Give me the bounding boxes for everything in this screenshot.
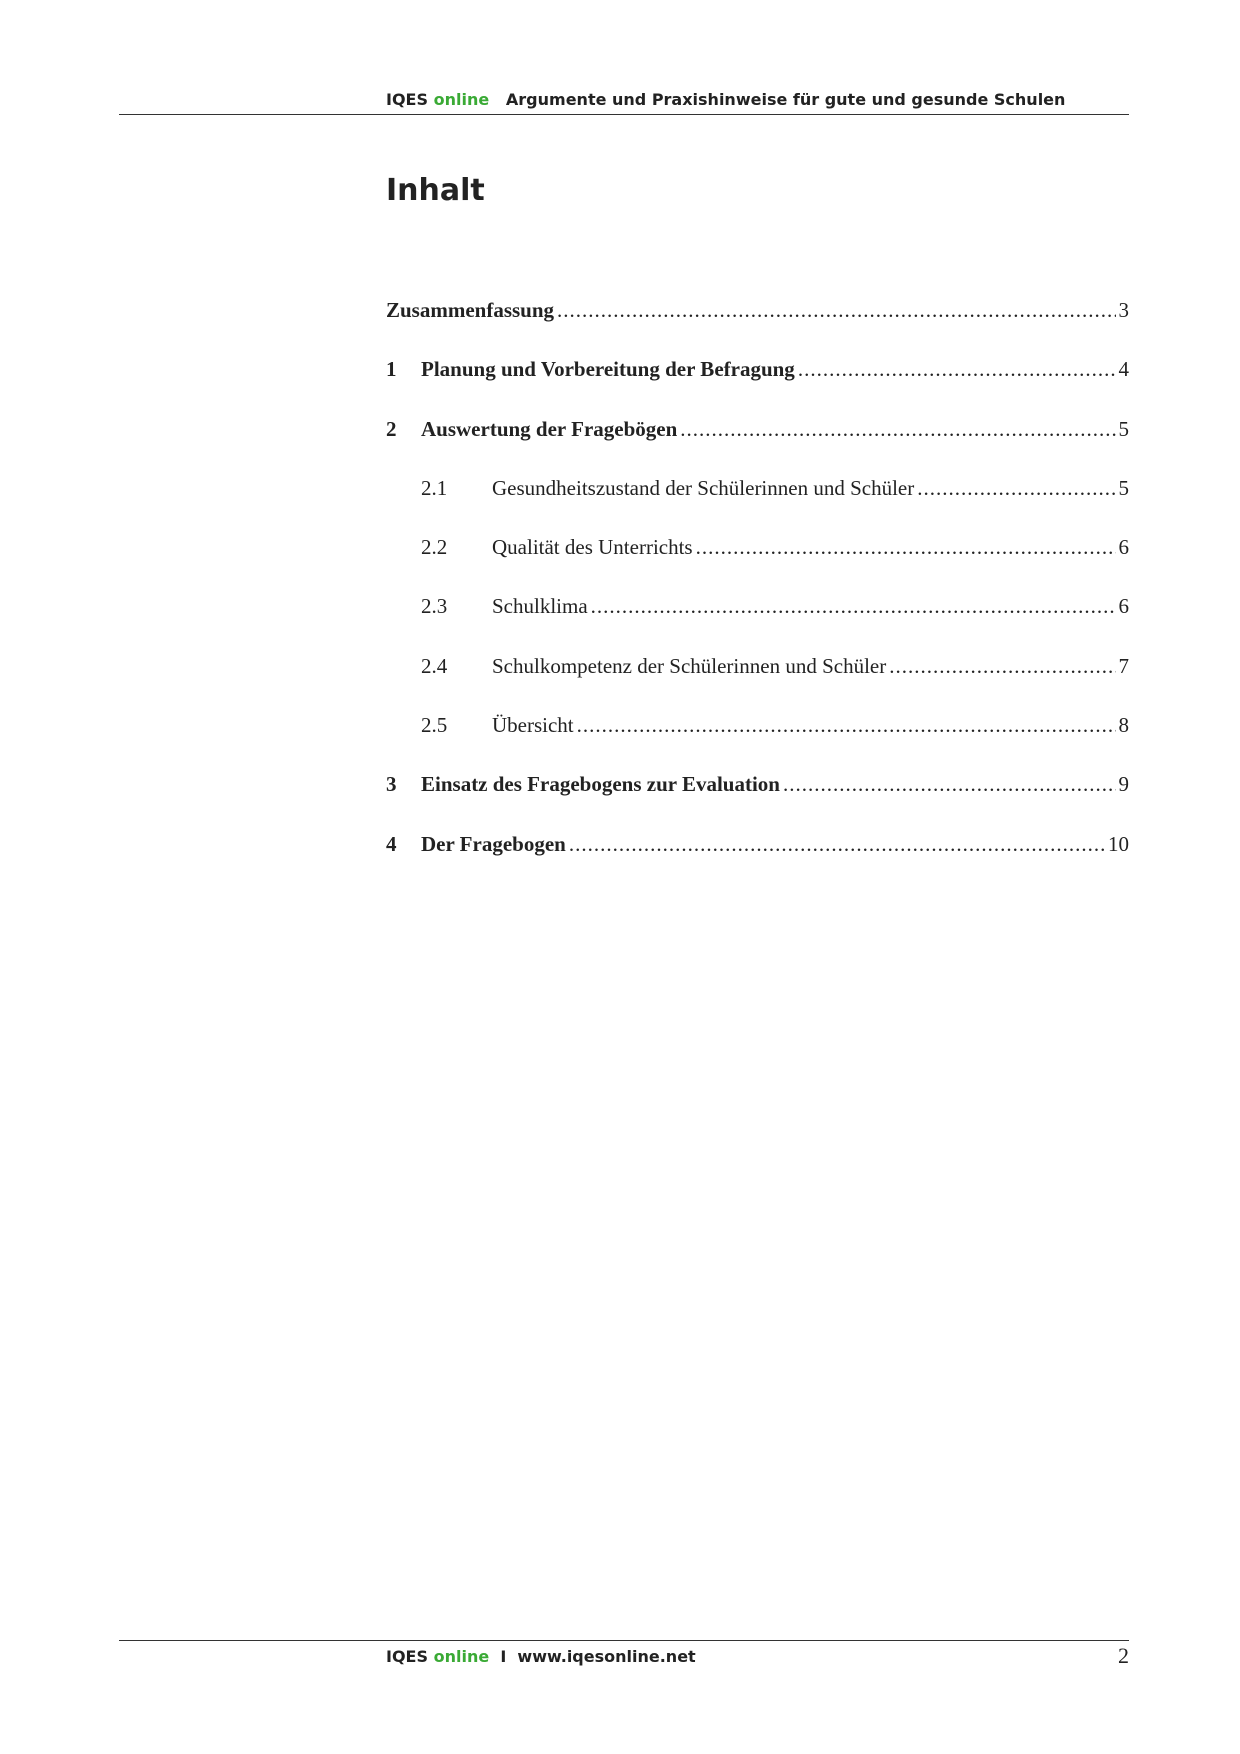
toc-entry[interactable] [386, 772, 1129, 831]
toc-entry-page: 3 [1118, 298, 1129, 322]
toc-entry[interactable] [386, 417, 1129, 476]
footer-brand: IQES [386, 1647, 429, 1666]
header-rule [119, 114, 1129, 115]
running-header [386, 90, 1065, 109]
toc-entry-page: 5 [1118, 475, 1129, 500]
page-title: Inhalt [386, 173, 485, 208]
toc-dot-leader [577, 713, 1116, 738]
toc-entry-number: 2.5 [421, 713, 448, 738]
table-of-contents [386, 298, 1129, 891]
toc-entry-page: 4 [1118, 357, 1129, 382]
toc-entry-number: 3 [386, 772, 397, 797]
footer-separator: I [500, 1647, 507, 1666]
page-number: 2 [1118, 1643, 1129, 1668]
toc-entry-title: Gesundheitszustand der Schülerinnen und Schüler [492, 475, 915, 500]
toc-dot-leader [889, 654, 1115, 679]
toc-entry-title: Einsatz des Fragebogens zur Evaluation [421, 772, 780, 797]
toc-entry-number: 4 [386, 831, 397, 856]
footer-rule [119, 1640, 1129, 1641]
toc-entry-number: 2.1 [421, 475, 448, 500]
toc-entry-page: 10 [1108, 831, 1129, 856]
toc-entry[interactable] [386, 535, 1129, 594]
toc-entry-number: 2.4 [421, 653, 448, 678]
toc-entry[interactable] [386, 298, 1129, 357]
toc-dot-leader [569, 832, 1105, 857]
toc-dot-leader [680, 417, 1115, 442]
toc-entry-title: Auswertung der Fragebögen [421, 416, 678, 441]
toc-entry-page: 6 [1118, 594, 1129, 619]
toc-entry-number: 2.3 [421, 594, 448, 619]
toc-entry[interactable] [386, 713, 1129, 772]
toc-entry[interactable] [386, 832, 1129, 891]
toc-entry-page: 7 [1118, 653, 1129, 678]
footer-url[interactable]: www.iqesonline.net [517, 1647, 696, 1666]
toc-entry-page: 9 [1118, 772, 1129, 797]
toc-entry[interactable] [386, 654, 1129, 713]
header-title: Argumente und Praxishinweise für gute und gesunde Schulen [505, 90, 1066, 109]
running-footer [386, 1647, 696, 1666]
toc-entry-page: 5 [1118, 416, 1129, 441]
toc-dot-leader [557, 298, 1115, 323]
toc-entry-title: Qualität des Unterrichts [492, 535, 693, 560]
toc-entry-title: Der Fragebogen [421, 831, 566, 856]
toc-entry-title: Übersicht [492, 713, 574, 738]
toc-dot-leader [696, 535, 1116, 560]
toc-dot-leader [917, 476, 1115, 501]
toc-entry-title: Zusammenfassung [386, 298, 555, 322]
toc-entry-number: 2.2 [421, 535, 448, 560]
toc-entry-title: Schulklima [492, 594, 588, 619]
toc-entry-number: 1 [386, 357, 397, 382]
toc-dot-leader [783, 772, 1116, 797]
toc-dot-leader [591, 594, 1116, 619]
toc-entry-number: 2 [386, 416, 397, 441]
footer-brand-suffix: online [433, 1647, 490, 1666]
toc-entry-title: Schulkompetenz der Schülerinnen und Schüler [492, 653, 887, 678]
toc-entry[interactable] [386, 357, 1129, 416]
toc-entry[interactable] [386, 476, 1129, 535]
toc-dot-leader [798, 357, 1116, 382]
header-brand: IQES [386, 90, 429, 109]
toc-entry-page: 6 [1118, 535, 1129, 560]
toc-entry[interactable] [386, 594, 1129, 653]
toc-entry-page: 8 [1118, 713, 1129, 738]
header-brand-suffix: online [433, 90, 490, 109]
toc-entry-title: Planung und Vorbereitung der Befragung [421, 357, 795, 382]
